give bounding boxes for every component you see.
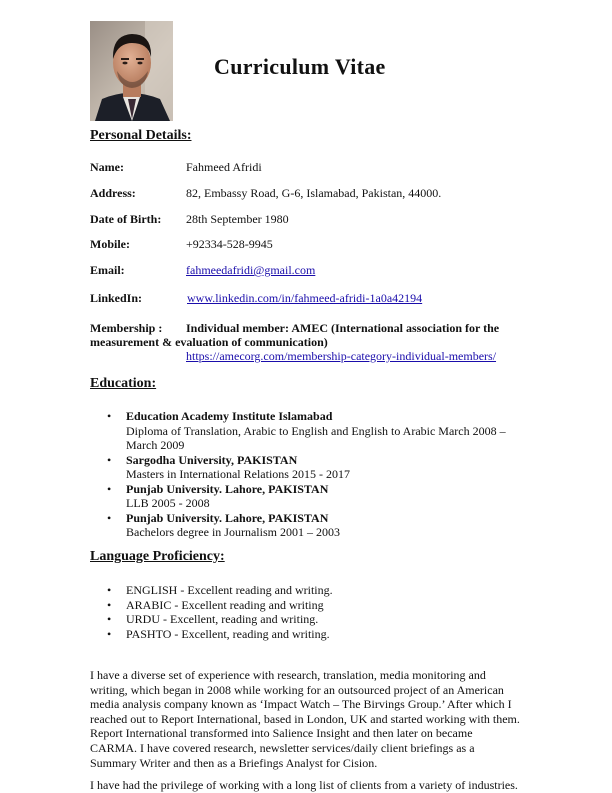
education-detail: Diploma of Translation, Arabic to English and English to Arabic March 2008 – [126,423,506,438]
page-title: Curriculum Vitae [214,54,386,79]
portrait-photo [90,21,173,121]
education-item [107,452,526,482]
linkedin-label: LinkedIn: [90,291,143,305]
mobile-label: Mobile: [90,237,130,251]
bullet-icon: • [107,612,112,626]
bullet-icon: • [107,583,112,597]
summary-line: Report International transformed into Salience Insight and then later on became [90,726,473,741]
summary-paragraph-2: I have had the privilege of working with a long list of clients from a variety of industries. [90,778,518,792]
language-text: PASHTO - Excellent, reading and writing. [126,626,330,641]
language-item [107,612,526,627]
education-school: Punjab University. Lahore, PAKISTAN [126,510,329,525]
education-detail-cont: March 2009 [126,438,185,452]
language-item [107,626,526,642]
membership-line2: measurement & evaluation of communication) [90,335,328,349]
language-text: ENGLISH - Excellent reading and writing. [126,583,333,597]
email-label: Email: [90,263,125,277]
membership-line1: Individual member: AMEC (International association for the [186,321,500,335]
personal-details-heading: Personal Details: [90,128,192,143]
bullet-icon: • [107,452,112,467]
education-detail: Bachelors degree in Journalism 2001 – 2003 [126,525,340,539]
education-detail: Masters in International Relations 2015 - 2017 [126,467,350,481]
summary-line: media analysis company known as ‘Impact Watch – The Birvings Group.’ After which I [90,697,512,712]
mobile-value: +92334-528-9945 [186,237,273,251]
address-value: 82, Embassy Road, G-6, Islamabad, Pakistan, 44000. [186,186,442,200]
linkedin-link[interactable]: www.linkedin.com/in/fahmeed-afridi-1a0a42194 [187,291,423,305]
name-value: Fahmeed Afridi [186,160,262,174]
summary-line: I have a diverse set of experience with research, translation, media monitoring and [90,668,486,682]
summary-paragraph-1 [90,668,530,770]
education-school: Punjab University. Lahore, PAKISTAN [126,481,329,496]
bullet-icon: • [107,626,112,641]
language-list [107,583,526,641]
summary-line: reached out to Report International, based in London, UK and started working with them. [90,711,520,726]
language-text: ARABIC - Excellent reading and writing [126,597,324,612]
membership-link[interactable]: https://amecorg.com/membership-category-individual-members/ [186,349,497,363]
address-label: Address: [90,186,136,200]
bullet-icon: • [107,597,112,612]
dob-label: Date of Birth: [90,212,162,226]
education-detail: LLB 2005 - 2008 [126,496,210,510]
dob-value: 28th September 1980 [186,212,289,226]
summary-line: Summary Writer and then as a Briefings Analyst for Cision. [90,755,378,770]
education-school: Sargodha University, PAKISTAN [126,452,298,467]
language-heading: Language Proficiency: [90,549,225,564]
education-heading: Education: [90,376,157,391]
email-link[interactable]: fahmeedafridi@gmail.com [186,263,316,277]
education-item [107,409,526,453]
summary-line: writing, which began in 2008 while working for an outsourced project of an American [90,682,504,697]
language-item [107,583,526,598]
membership-label: Membership : [90,321,163,335]
bullet-icon: • [107,481,112,496]
education-school: Education Academy Institute Islamabad [126,409,333,423]
education-item [107,481,526,511]
bullet-icon: • [107,510,112,525]
language-item [107,597,526,613]
bullet-icon: • [107,409,112,423]
education-list [107,409,526,540]
education-item [107,510,526,540]
summary-line: CARMA. I have covered research, newsletter services/daily client briefings as a [90,740,475,755]
language-text: URDU - Excellent, reading and writing. [126,612,319,626]
name-label: Name: [90,160,124,174]
